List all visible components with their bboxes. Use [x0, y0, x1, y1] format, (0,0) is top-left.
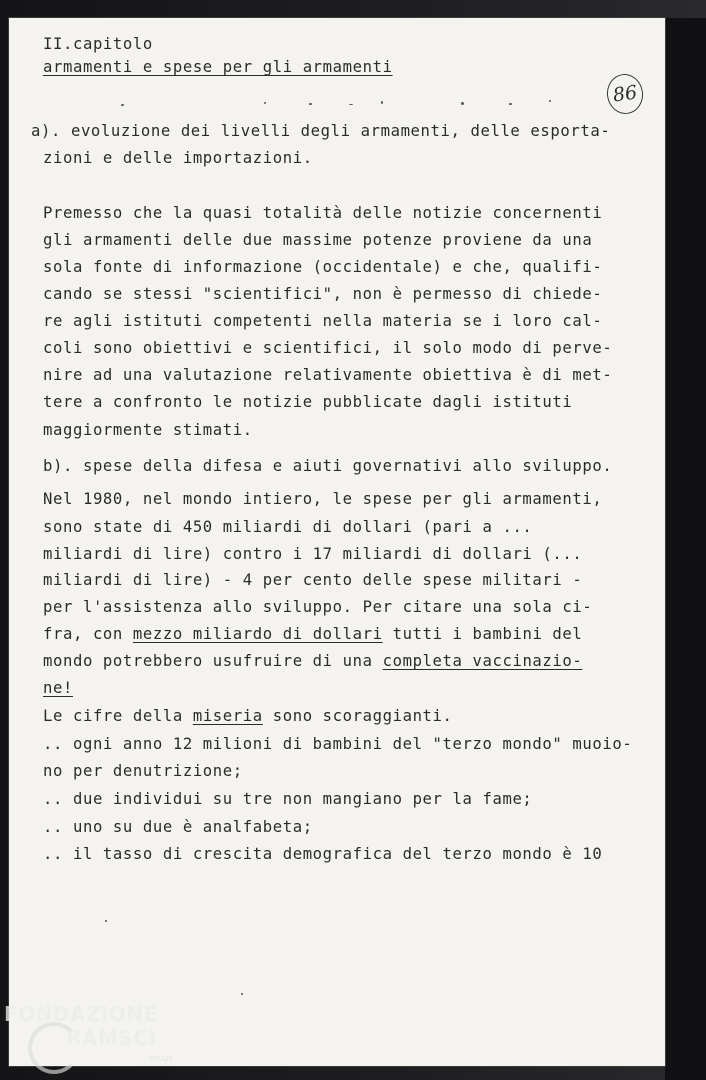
text-line: no per denutrizione; — [43, 762, 243, 780]
bullet-line: .. ogni anno 12 milioni di bambini del "terzo mondo" muoio- — [43, 735, 633, 753]
ink-speck — [549, 100, 551, 102]
text-fragment: mondo potrebbero usufruire di una — [43, 652, 383, 670]
text-line: sono state di 450 miliardi di dollari (pari a ... — [43, 518, 533, 536]
text-line: maggiormente stimati. — [43, 421, 253, 439]
text-line — [43, 651, 582, 671]
text-line: per l'assistenza allo sviluppo. Per citare una sola ci- — [43, 598, 593, 616]
chapter-title: armamenti e spese per gli armamenti — [43, 58, 393, 76]
text-line — [43, 706, 453, 726]
bullet-line: .. due individui su tre non mangiano per la fame; — [43, 790, 533, 808]
text-line: tere a confronto le notizie pubblicate dagli istituti — [43, 393, 573, 411]
underlined-phrase: mezzo miliardo di dollari — [132, 625, 383, 643]
watermark-line3: onlus — [149, 1054, 174, 1064]
bullet-line: .. uno su due è analfabeta; — [43, 818, 313, 836]
text-line: gli armamenti delle due massime potenze proviene da una — [43, 231, 593, 249]
text-line — [43, 678, 73, 698]
text-fragment: Le cifre della — [43, 707, 193, 725]
text-line: b). spese della difesa e aiuti governativi allo sviluppo. — [43, 457, 613, 475]
text-line: nire ad una valutazione relativamente obiettiva è di met- — [43, 366, 613, 384]
text-line: zioni e delle importazioni. — [43, 149, 313, 167]
page-number-stamp: 86 — [604, 72, 645, 117]
ink-speck — [309, 103, 312, 105]
text-fragment: tutti i bambini del — [382, 625, 583, 643]
scan-edge — [665, 18, 706, 1080]
watermark-line2: RAMSCI — [66, 1026, 157, 1050]
bullet-line: .. il tasso di crescita demografica del terzo mondo è 10 — [43, 845, 603, 863]
text-line: re agli istituti competenti nella materia se i loro cal- — [43, 312, 603, 330]
ink-speck — [349, 104, 353, 105]
underlined-phrase: ne! — [43, 679, 73, 697]
text-line: miliardi di lire) - 4 per cento delle spese militari - — [43, 571, 583, 589]
text-fragment: sono scoraggianti. — [262, 707, 453, 725]
ink-speck — [381, 101, 383, 104]
typewritten-page — [9, 18, 665, 1066]
ink-speck — [509, 103, 512, 105]
text-line: cando se stessi "scientifici", non è permesso di chiede- — [43, 285, 603, 303]
underlined-phrase: completa vaccinazio- — [382, 652, 583, 670]
ink-speck — [105, 920, 107, 922]
ink-speck — [121, 104, 124, 106]
text-fragment: fra, con — [43, 625, 133, 643]
foundation-watermark — [4, 1000, 184, 1078]
ink-speck — [264, 102, 266, 104]
text-line: miliardi di lire) contro i 17 miliardi di dollari (... — [43, 545, 583, 563]
text-line: Premesso che la quasi totalità delle notizie concernenti — [43, 204, 603, 222]
text-line: a). evoluzione dei livelli degli armamenti, delle esporta- — [31, 122, 611, 140]
ink-speck — [461, 102, 464, 105]
watermark-line1: FONDAZIONE — [4, 1002, 158, 1026]
text-line: sola fonte di informazione (occidentale) e che, qualifi- — [43, 258, 603, 276]
chapter-label: II.capitolo — [43, 35, 153, 53]
text-line: Nel 1980, nel mondo intiero, le spese per gli armamenti, — [43, 490, 603, 508]
text-line: coli sono obiettivi e scientifici, il solo modo di perve- — [43, 339, 613, 357]
underlined-phrase: miseria — [192, 707, 263, 725]
text-line — [43, 624, 582, 644]
ink-speck — [241, 993, 243, 995]
